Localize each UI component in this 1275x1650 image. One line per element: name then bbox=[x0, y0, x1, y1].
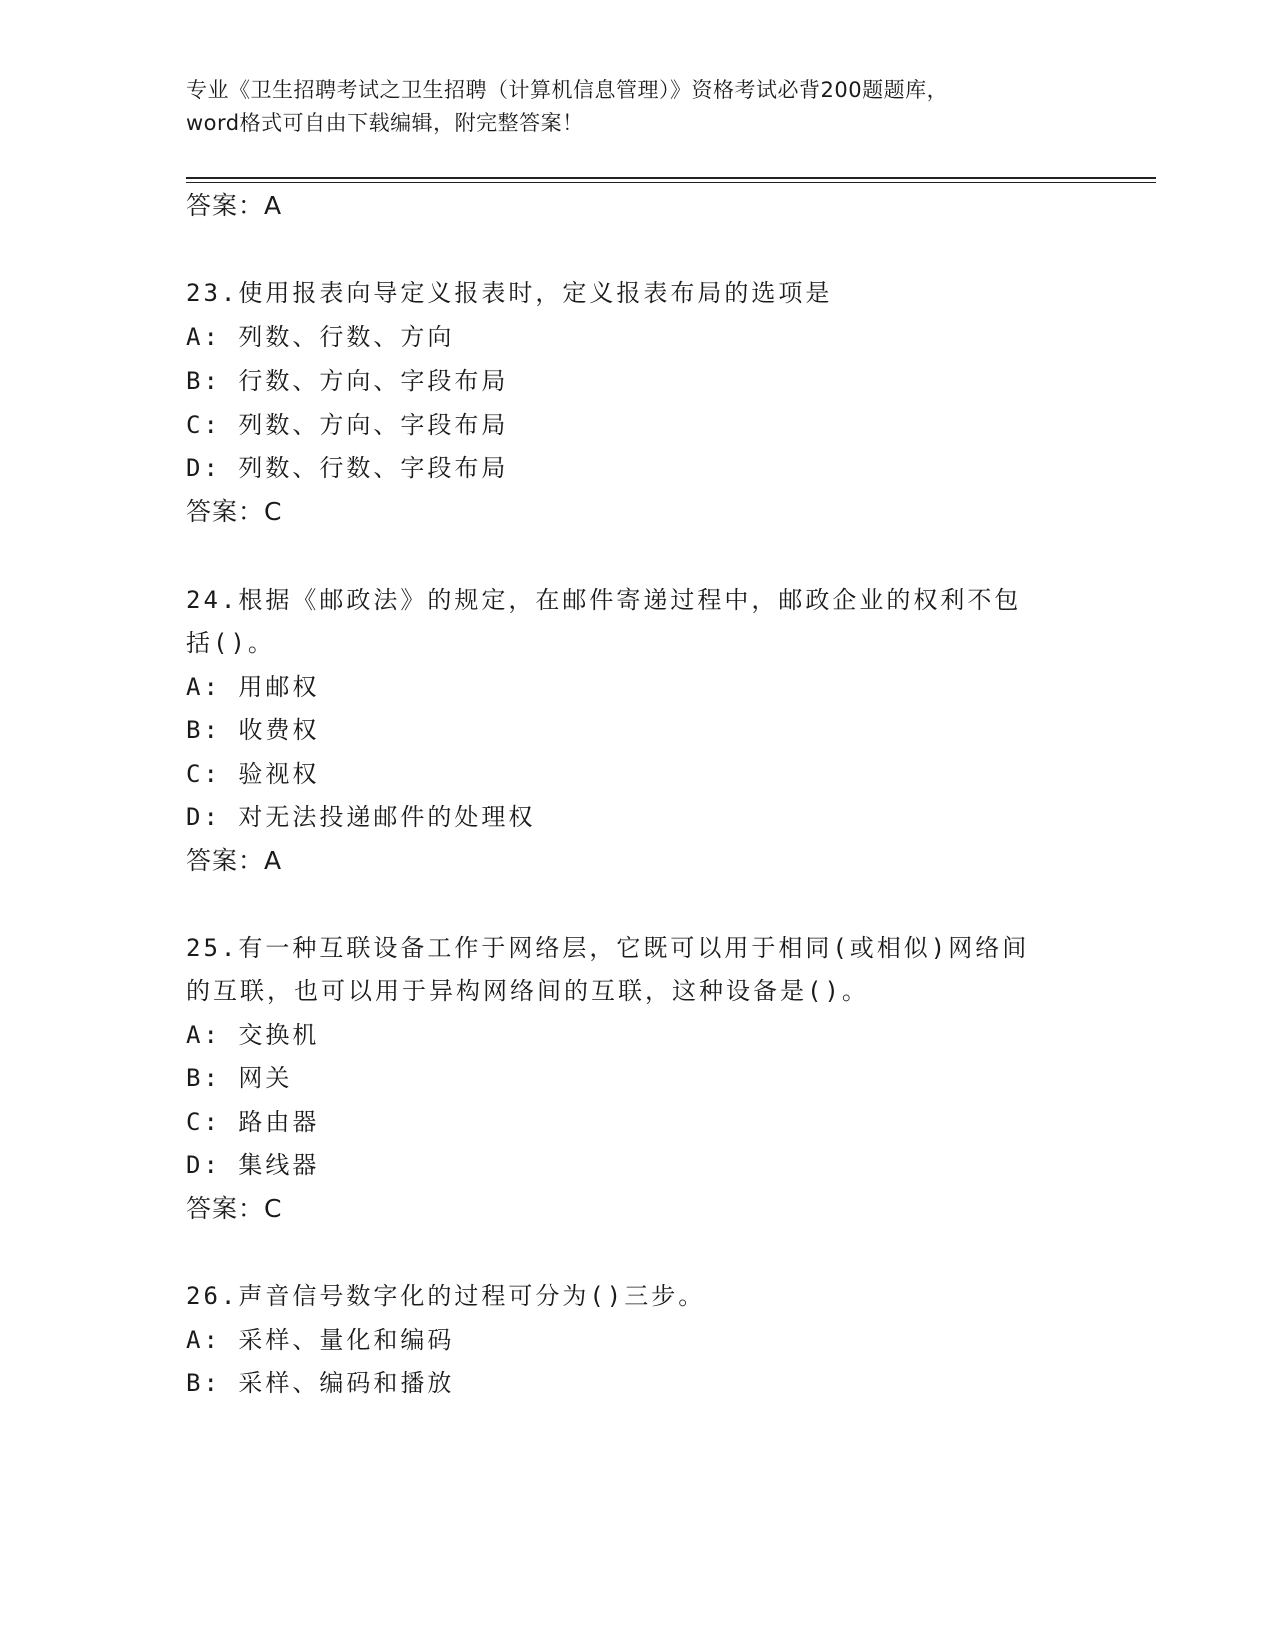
q23-option-b: B: 行数、方向、字段布局 bbox=[186, 367, 509, 395]
q26-question: 26.声音信号数字化的过程可分为()三步。 bbox=[186, 1282, 706, 1310]
q24-option-a: A: 用邮权 bbox=[186, 673, 320, 701]
q24-option-b: B: 收费权 bbox=[186, 716, 320, 744]
q26-option-b: B: 采样、编码和播放 bbox=[186, 1369, 455, 1397]
q23-option-a: A: 列数、行数、方向 bbox=[186, 323, 455, 351]
q25-option-d: D: 集线器 bbox=[186, 1151, 320, 1179]
q23-option-c: C: 列数、方向、字段布局 bbox=[186, 411, 509, 439]
q24-option-d: D: 对无法投递邮件的处理权 bbox=[186, 803, 536, 831]
q25-option-a: A: 交换机 bbox=[186, 1021, 320, 1049]
q23-question: 23.使用报表向导定义报表时，定义报表布局的选项是 bbox=[186, 279, 833, 307]
q25-option-b: B: 网关 bbox=[186, 1064, 293, 1092]
q24-option-c: C: 验视权 bbox=[186, 760, 320, 788]
header-divider-thin bbox=[186, 182, 1156, 183]
header-line-1: 专业《卫生招聘考试之卫生招聘（计算机信息管理）》资格考试必背200题题库， bbox=[186, 78, 949, 102]
q25-question-line-1: 25.有一种互联设备工作于网络层，它既可以用于相同(或相似)网络间 bbox=[186, 934, 1030, 962]
q24-answer: 答案：A bbox=[186, 846, 283, 875]
header-divider-thick bbox=[186, 177, 1156, 179]
q24-question-line-2: 括()。 bbox=[186, 629, 275, 657]
document-header bbox=[186, 74, 1086, 140]
q23-option-d: D: 列数、行数、字段布局 bbox=[186, 454, 509, 482]
q25-answer: 答案：C bbox=[186, 1194, 283, 1223]
q25-option-c: C: 路由器 bbox=[186, 1108, 320, 1136]
q26-option-a: A: 采样、量化和编码 bbox=[186, 1326, 455, 1354]
q25-question-line-2: 的互联，也可以用于异构网络间的互联，这种设备是()。 bbox=[186, 977, 869, 1005]
q24-question-line-1: 24.根据《邮政法》的规定，在邮件寄递过程中，邮政企业的权利不包 bbox=[186, 586, 1022, 614]
prev-answer: 答案：A bbox=[186, 191, 283, 220]
header-line-2: word格式可自由下载编辑，附完整答案！ bbox=[186, 111, 584, 135]
q23-answer: 答案：C bbox=[186, 497, 283, 526]
